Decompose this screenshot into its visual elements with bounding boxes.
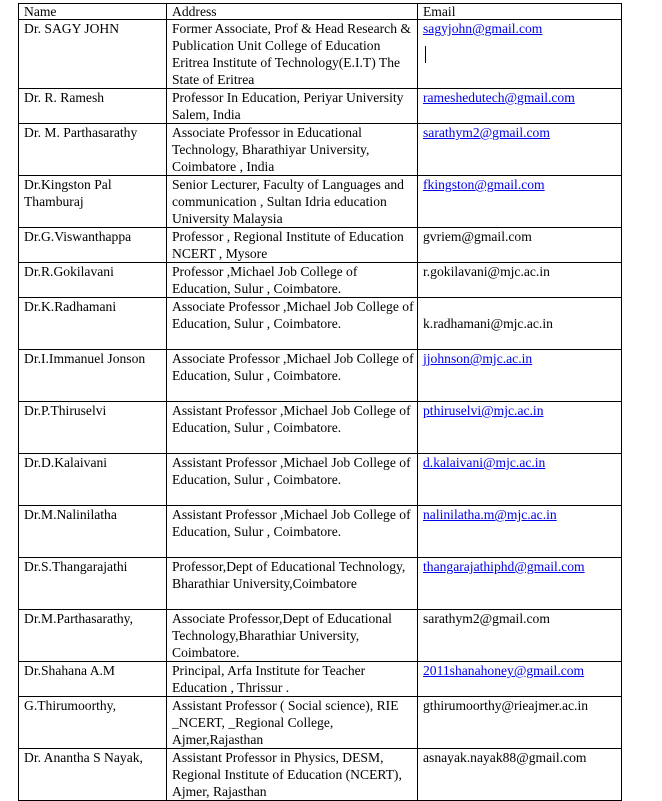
- email-link[interactable]: sarathym2@gmail.com: [423, 125, 550, 140]
- email-cell: [418, 749, 622, 801]
- text-cursor: [425, 46, 426, 63]
- email-cell: [418, 610, 622, 662]
- name-cell: Dr.S.Thangarajathi: [19, 558, 167, 610]
- address-cell: Associate Professor in Educational Technology, Bharathiyar University, Coimbatore , India: [167, 124, 418, 176]
- table-row: [19, 350, 622, 402]
- name-cell: Dr.R.Gokilavani: [19, 263, 167, 298]
- name-cell: Dr.M.Nalinilatha: [19, 506, 167, 558]
- email-cell: [418, 558, 622, 610]
- email-link[interactable]: pthiruselvi@mjc.ac.in: [423, 403, 544, 418]
- email-cell: [418, 506, 622, 558]
- table-row: [19, 558, 622, 610]
- table-row: [19, 124, 622, 176]
- address-cell: Associate Professor ,Michael Job College of Education, Sulur , Coimbatore.: [167, 298, 418, 350]
- address-cell: Associate Professor,Dept of Educational Technology,Bharathiar University, Coimbatore.: [167, 610, 418, 662]
- name-cell: Dr.Kingston Pal Thamburaj: [19, 176, 167, 228]
- table-row: [19, 697, 622, 749]
- name-cell: Dr.D.Kalaivani: [19, 454, 167, 506]
- address-cell: Assistant Professor ,Michael Job College of Education, Sulur , Coimbatore.: [167, 506, 418, 558]
- header-name: Name: [19, 4, 167, 20]
- header-email: Email: [418, 4, 622, 20]
- name-cell: Dr.I.Immanuel Jonson: [19, 350, 167, 402]
- email-cell: [418, 298, 622, 350]
- email-link[interactable]: 2011shanahoney@gmail.com: [423, 663, 585, 678]
- address-cell: Senior Lecturer, Faculty of Languages and communication , Sultan Idria education University Malaysia: [167, 176, 418, 228]
- email-cell: [418, 124, 622, 176]
- email-text: gvriem@gmail.com: [423, 229, 532, 244]
- address-cell: Assistant Professor ,Michael Job College of Education, Sulur , Coimbatore.: [167, 454, 418, 506]
- address-cell: Professor ,Michael Job College of Education, Sulur , Coimbatore.: [167, 263, 418, 298]
- email-cell: [418, 228, 622, 263]
- name-cell: Dr.K.Radhamani: [19, 298, 167, 350]
- email-link[interactable]: fkingston@gmail.com: [423, 177, 545, 192]
- table-row: [19, 20, 622, 89]
- table-row: [19, 454, 622, 506]
- address-cell: Principal, Arfa Institute for Teacher Education , Thrissur .: [167, 662, 418, 697]
- table-row: [19, 610, 622, 662]
- name-cell: Dr. M. Parthasarathy: [19, 124, 167, 176]
- email-cell: [418, 20, 622, 89]
- email-cell: [418, 89, 622, 124]
- address-cell: Professor,Dept of Educational Technology, Bharathiar University,Coimbatore: [167, 558, 418, 610]
- table-header-row: [19, 4, 622, 20]
- email-cell: [418, 402, 622, 454]
- name-cell: G.Thirumoorthy,: [19, 697, 167, 749]
- address-cell: Professor In Education, Periyar University Salem, India: [167, 89, 418, 124]
- email-link[interactable]: d.kalaivani@mjc.ac.in: [423, 455, 546, 470]
- contacts-table: [18, 3, 622, 801]
- email-link[interactable]: rameshedutech@gmail.com: [423, 90, 575, 105]
- email-text: k.radhamani@mjc.ac.in: [423, 316, 553, 331]
- header-address: Address: [167, 4, 418, 20]
- email-cell: [418, 263, 622, 298]
- email-text: sarathym2@gmail.com: [423, 611, 550, 626]
- table-row: [19, 298, 622, 350]
- email-cell: [418, 176, 622, 228]
- name-cell: Dr. Anantha S Nayak,: [19, 749, 167, 801]
- address-cell: Associate Professor ,Michael Job College of Education, Sulur , Coimbatore.: [167, 350, 418, 402]
- name-cell: Dr.P.Thiruselvi: [19, 402, 167, 454]
- address-cell: Former Associate, Prof & Head Research & Publication Unit College of Education Eritrea Institute of Technology(E.I.T) The State of Eritrea: [167, 20, 418, 89]
- email-cell: [418, 697, 622, 749]
- email-text: r.gokilavani@mjc.ac.in: [423, 264, 550, 279]
- email-text: gthirumoorthy@rieajmer.ac.in: [423, 698, 589, 713]
- email-cell: [418, 662, 622, 697]
- email-link[interactable]: thangarajathiphd@gmail.com: [423, 559, 585, 574]
- table-row: [19, 402, 622, 454]
- name-cell: Dr.M.Parthasarathy,: [19, 610, 167, 662]
- name-cell: Dr.Shahana A.M: [19, 662, 167, 697]
- email-cell: [418, 454, 622, 506]
- table-row: [19, 662, 622, 697]
- email-cell: [418, 350, 622, 402]
- address-cell: Assistant Professor ( Social science), RIE _NCERT, _Regional College, Ajmer,Rajasthan: [167, 697, 418, 749]
- name-cell: Dr. R. Ramesh: [19, 89, 167, 124]
- table-row: [19, 89, 622, 124]
- email-link[interactable]: nalinilatha.m@mjc.ac.in: [423, 507, 557, 522]
- address-cell: Assistant Professor in Physics, DESM, Regional Institute of Education (NCERT), Ajmer, Rajasthan: [167, 749, 418, 801]
- email-text: asnayak.nayak88@gmail.com: [423, 750, 587, 765]
- table-row: [19, 176, 622, 228]
- table-row: [19, 263, 622, 298]
- table-row: [19, 228, 622, 263]
- email-link[interactable]: jjohnson@mjc.ac.in: [423, 351, 533, 366]
- table-row: [19, 506, 622, 558]
- name-cell: Dr. SAGY JOHN: [19, 20, 167, 89]
- address-cell: Assistant Professor ,Michael Job College of Education, Sulur , Coimbatore.: [167, 402, 418, 454]
- table-row: [19, 749, 622, 801]
- name-cell: Dr.G.Viswanthappa: [19, 228, 167, 263]
- address-cell: Professor , Regional Institute of Education NCERT , Mysore: [167, 228, 418, 263]
- email-link[interactable]: sagyjohn@gmail.com: [423, 21, 543, 36]
